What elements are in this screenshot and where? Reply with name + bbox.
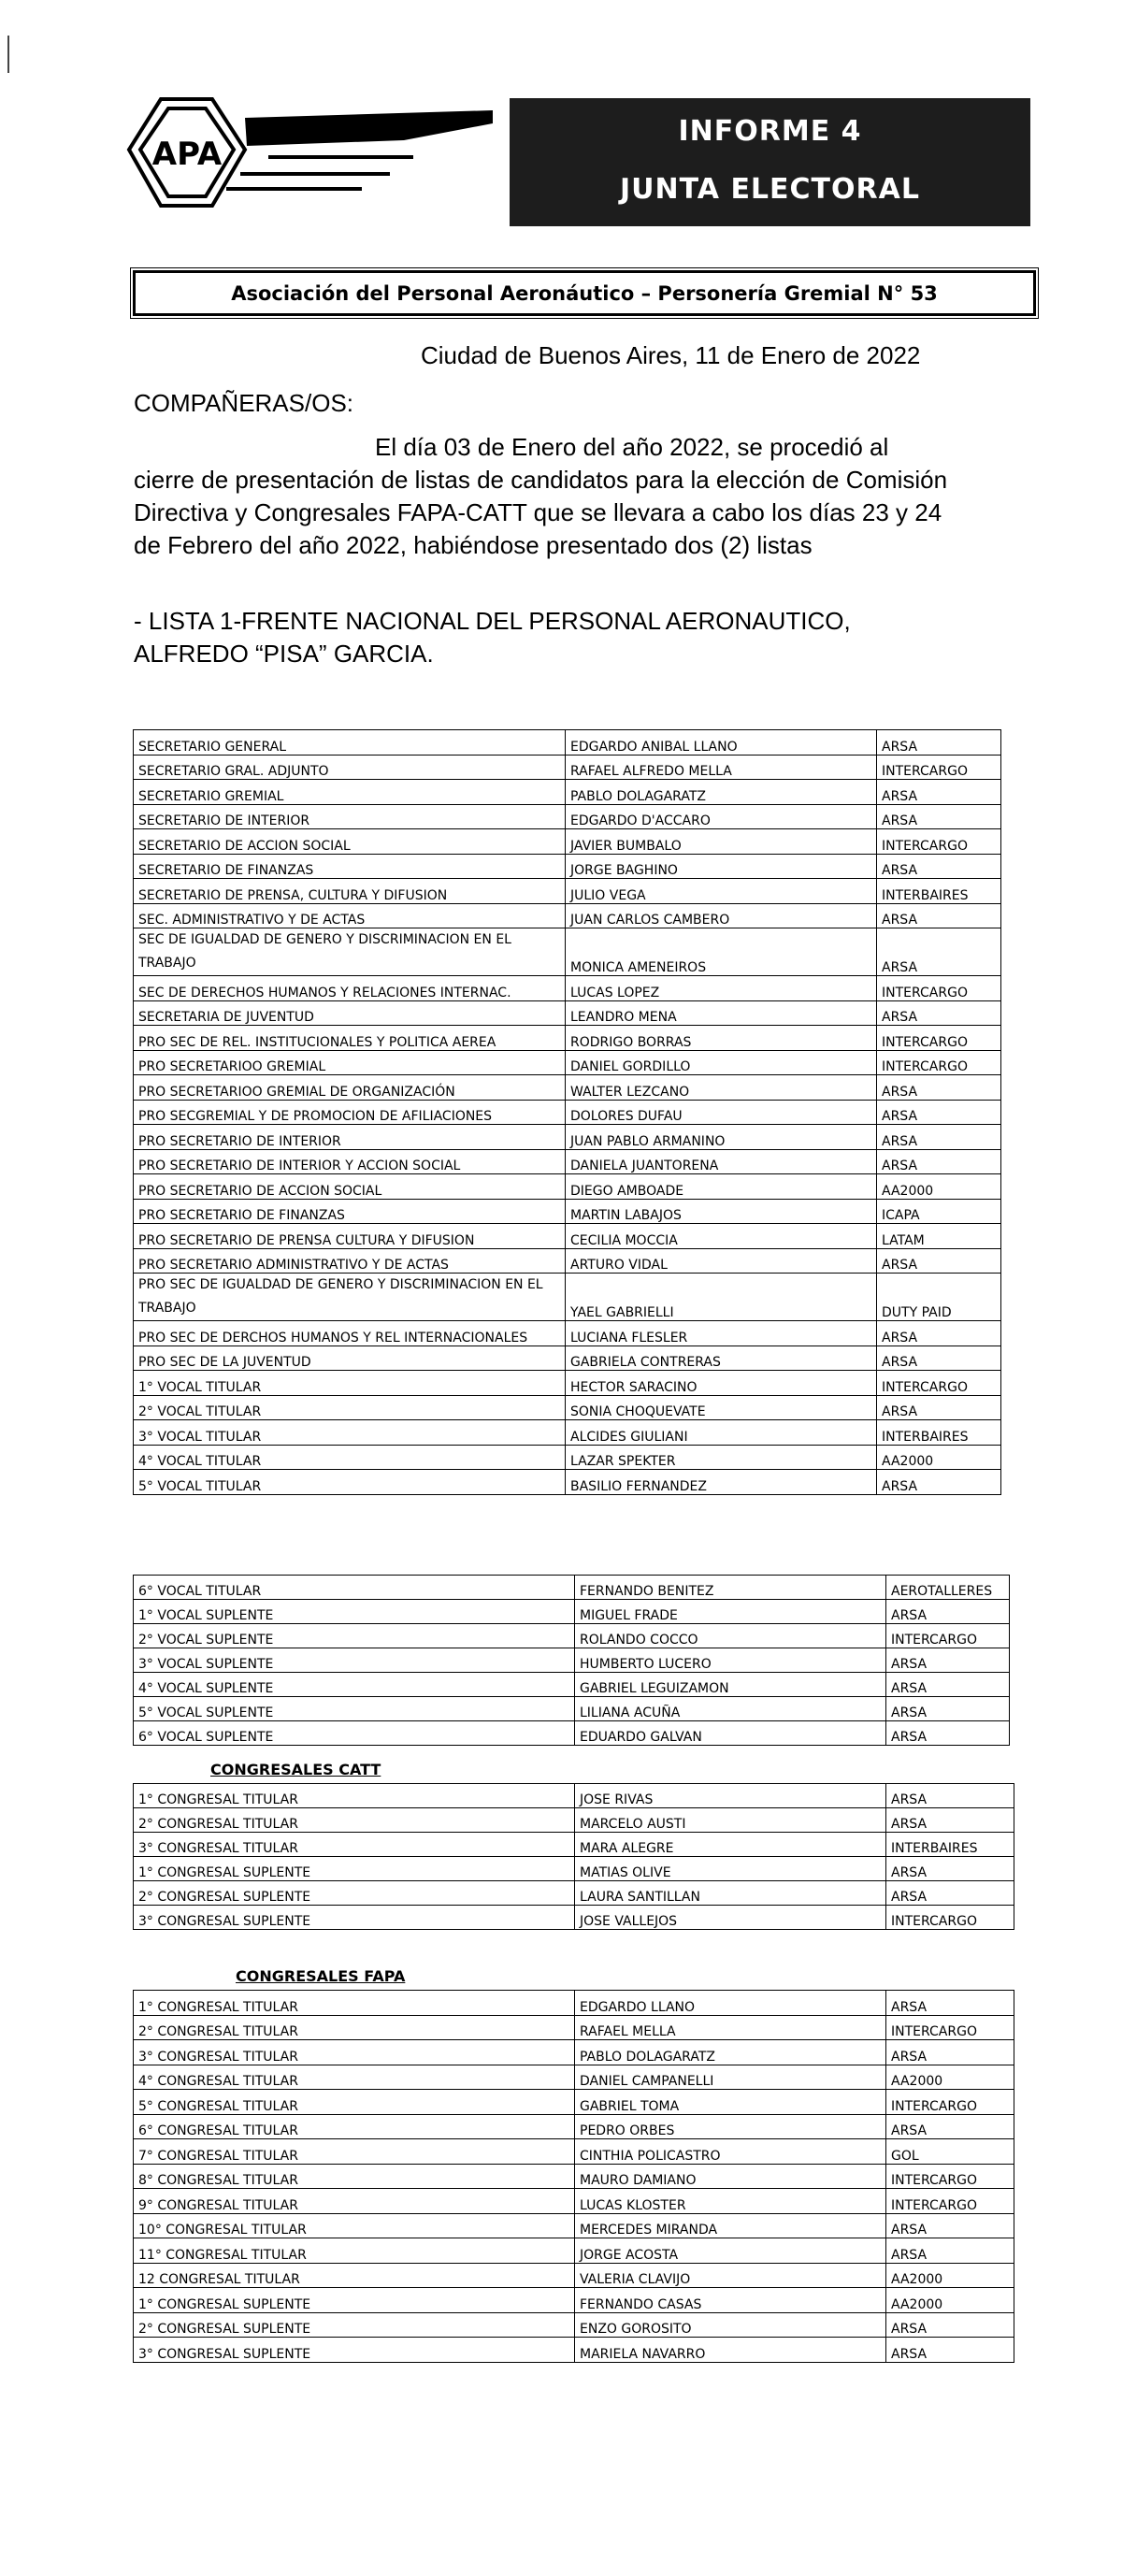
lista-title-line1: - LISTA 1-FRENTE NACIONAL DEL PERSONAL AERONAUTICO, <box>134 607 851 635</box>
cargo-cell: 5° CONGRESAL TITULAR <box>134 2090 575 2115</box>
table-row <box>134 879 1001 904</box>
table-row <box>134 2312 1014 2338</box>
empresa-cell: ARSA <box>886 1808 1014 1833</box>
empresa-cell: ARSA <box>886 1648 1010 1673</box>
empresa-cell: INTERCARGO <box>877 1050 1001 1075</box>
empresa-cell: ARSA <box>886 1881 1014 1906</box>
cargo-cell: 1° CONGRESAL SUPLENTE <box>134 1857 575 1881</box>
table-row <box>134 2338 1014 2363</box>
empresa-cell: ARSA <box>886 2114 1014 2139</box>
nombre-cell: MERCEDES MIRANDA <box>575 2213 886 2238</box>
empresa-cell: ARSA <box>877 1248 1001 1274</box>
empresa-cell: DUTY PAID <box>877 1274 1001 1321</box>
empresa-cell: ARSA <box>877 804 1001 829</box>
table-row <box>134 928 1001 976</box>
table-row <box>134 1721 1010 1746</box>
empresa-cell: INTERBAIRES <box>877 1420 1001 1446</box>
empresa-cell: ARSA <box>877 1321 1001 1346</box>
table-row <box>134 1470 1001 1495</box>
nombre-cell: YAEL GABRIELLI <box>566 1274 877 1321</box>
nombre-cell: MARTIN LABAJOS <box>566 1199 877 1224</box>
cargo-cell: 6° VOCAL TITULAR <box>134 1576 575 1600</box>
lista-title-line2: ALFREDO “PISA” GARCIA. <box>134 640 434 668</box>
table-row <box>134 854 1001 879</box>
cargo-cell: 3° CONGRESAL SUPLENTE <box>134 2338 575 2363</box>
empresa-cell: ARSA <box>886 1857 1014 1881</box>
cargo-cell: 5° VOCAL SUPLENTE <box>134 1697 575 1721</box>
apa-logo <box>123 92 497 213</box>
nombre-cell: JOSE RIVAS <box>575 1784 886 1808</box>
nombre-cell: VALERIA CLAVIJO <box>575 2263 886 2288</box>
nombre-cell: ROLANDO COCCO <box>575 1624 886 1648</box>
nombre-cell: GABRIELA CONTRERAS <box>566 1346 877 1371</box>
nombre-cell: FERNANDO CASAS <box>575 2288 886 2313</box>
cargo-cell: PRO SECRETARIOO GREMIAL <box>134 1050 566 1075</box>
nombre-cell: MAURO DAMIANO <box>575 2164 886 2189</box>
nombre-cell: EDGARDO LLANO <box>575 1991 886 2016</box>
cargo-cell: SEC. ADMINISTRATIVO Y DE ACTAS <box>134 903 566 928</box>
cargo-cell: 7° CONGRESAL TITULAR <box>134 2139 575 2165</box>
empresa-cell: AA2000 <box>886 2263 1014 2288</box>
cargo-cell: SECRETARIO GENERAL <box>134 730 566 756</box>
cargo-cell: 12 CONGRESAL TITULAR <box>134 2263 575 2288</box>
nombre-cell: JOSE VALLEJOS <box>575 1906 886 1930</box>
table-row <box>134 1991 1014 2016</box>
cargo-cell: 3° CONGRESAL SUPLENTE <box>134 1906 575 1930</box>
table-row <box>134 1274 1001 1321</box>
cargo-cell: 6° CONGRESAL TITULAR <box>134 2114 575 2139</box>
nombre-cell: ARTURO VIDAL <box>566 1248 877 1274</box>
intro-rest: cierre de presentación de listas de candidatos para la elección de Comisión Directiva y Congresales FAPA-CATT que se llevara a cabo los días 23 y 24 de Febrero del año 2022, habiéndose presentado dos (2) listas <box>134 466 948 559</box>
table-row <box>134 1881 1014 1906</box>
cargo-cell: 1° CONGRESAL TITULAR <box>134 1991 575 2016</box>
cargo-cell: SECRETARIO DE PRENSA, CULTURA Y DIFUSION <box>134 879 566 904</box>
cargo-cell: 2° VOCAL TITULAR <box>134 1395 566 1420</box>
cargo-cell: SECRETARIO DE FINANZAS <box>134 854 566 879</box>
nombre-cell: PEDRO ORBES <box>575 2114 886 2139</box>
scan-mark <box>7 36 9 73</box>
cargo-cell: PRO SEC DE REL. INSTITUCIONALES Y POLITICA AEREA <box>134 1026 566 1051</box>
table-row <box>134 1857 1014 1881</box>
table-row <box>134 1050 1001 1075</box>
nombre-cell: ALCIDES GIULIANI <box>566 1420 877 1446</box>
table-row <box>134 2065 1014 2090</box>
table-row <box>134 2288 1014 2313</box>
intro-paragraph <box>134 431 957 562</box>
nombre-cell: DIEGO AMBOADE <box>566 1174 877 1200</box>
nombre-cell: DANIEL CAMPANELLI <box>575 2065 886 2090</box>
cargo-cell: 4° CONGRESAL TITULAR <box>134 2065 575 2090</box>
empresa-cell: ARSA <box>886 1697 1010 1721</box>
table-row <box>134 2139 1014 2165</box>
report-title-box <box>510 98 1030 226</box>
nombre-cell: FERNANDO BENITEZ <box>575 1576 886 1600</box>
empresa-cell: ARSA <box>877 928 1001 976</box>
empresa-cell: ICAPA <box>877 1199 1001 1224</box>
cargo-cell: PRO SECRETARIOO GREMIAL DE ORGANIZACIÓN <box>134 1075 566 1101</box>
cargo-cell: PRO SECRETARIO DE INTERIOR <box>134 1125 566 1150</box>
nombre-cell: LUCIANA FLESLER <box>566 1321 877 1346</box>
empresa-cell: INTERCARGO <box>877 755 1001 780</box>
table-row <box>134 1174 1001 1200</box>
empresa-cell: ARSA <box>877 854 1001 879</box>
empresa-cell: INTERCARGO <box>886 2189 1014 2214</box>
table-row <box>134 1026 1001 1051</box>
cargo-cell: 1° CONGRESAL TITULAR <box>134 1784 575 1808</box>
nombre-cell: LEANDRO MENA <box>566 1000 877 1026</box>
table-row <box>134 1100 1001 1125</box>
nombre-cell: JULIO VEGA <box>566 879 877 904</box>
comision-directiva-table <box>133 729 1001 1495</box>
empresa-cell: ARSA <box>886 1673 1010 1697</box>
cargo-cell: PRO SEC DE DERCHOS HUMANOS Y REL INTERNACIONALES <box>134 1321 566 1346</box>
greeting: COMPAÑERAS/OS: <box>134 389 354 417</box>
nombre-cell: RAFAEL MELLA <box>575 2015 886 2040</box>
table-row <box>134 1784 1014 1808</box>
nombre-cell: JORGE ACOSTA <box>575 2238 886 2264</box>
cargo-cell: SECRETARIA DE JUVENTUD <box>134 1000 566 1026</box>
empresa-cell: INTERBAIRES <box>877 879 1001 904</box>
cargo-cell: 2° CONGRESAL TITULAR <box>134 1808 575 1833</box>
empresa-cell: INTERCARGO <box>886 2015 1014 2040</box>
empresa-cell: ARSA <box>877 1100 1001 1125</box>
nombre-cell: JUAN CARLOS CAMBERO <box>566 903 877 928</box>
empresa-cell: GOL <box>886 2139 1014 2165</box>
cargo-cell: 10° CONGRESAL TITULAR <box>134 2213 575 2238</box>
table-row <box>134 804 1001 829</box>
cargo-cell: 3° VOCAL SUPLENTE <box>134 1648 575 1673</box>
table-row <box>134 1445 1001 1470</box>
nombre-cell: JUAN PABLO ARMANINO <box>566 1125 877 1150</box>
cargo-cell: 4° VOCAL TITULAR <box>134 1445 566 1470</box>
nombre-cell: RODRIGO BORRAS <box>566 1026 877 1051</box>
cargo-cell: PRO SECGREMIAL Y DE PROMOCION DE AFILIACIONES <box>134 1100 566 1125</box>
table-row <box>134 1321 1001 1346</box>
table-row <box>134 1648 1010 1673</box>
empresa-cell: ARSA <box>877 730 1001 756</box>
table-row <box>134 1199 1001 1224</box>
nombre-cell: HECTOR SARACINO <box>566 1371 877 1396</box>
nombre-cell: LUCAS KLOSTER <box>575 2189 886 2214</box>
letter-date: Ciudad de Buenos Aires, 11 de Enero de 2022 <box>421 341 921 369</box>
table-row <box>134 1346 1001 1371</box>
nombre-cell: JORGE BAGHINO <box>566 854 877 879</box>
nombre-cell: DOLORES DUFAU <box>566 1100 877 1125</box>
nombre-cell: MONICA AMENEIROS <box>566 928 877 976</box>
empresa-cell: ARSA <box>877 1346 1001 1371</box>
table-row <box>134 780 1001 805</box>
cargo-cell: 4° VOCAL SUPLENTE <box>134 1673 575 1697</box>
cargo-cell: 2° CONGRESAL SUPLENTE <box>134 2312 575 2338</box>
cargo-cell: 3° CONGRESAL TITULAR <box>134 1833 575 1857</box>
cargo-cell: PRO SEC DE IGUALDAD DE GENERO Y DISCRIMINACION EN EL TRABAJO <box>134 1274 566 1321</box>
fapa-heading: CONGRESALES FAPA <box>236 1967 406 1985</box>
empresa-cell: ARSA <box>877 1125 1001 1150</box>
cargo-cell: 11° CONGRESAL TITULAR <box>134 2238 575 2264</box>
nombre-cell: BASILIO FERNANDEZ <box>566 1470 877 1495</box>
nombre-cell: MATIAS OLIVE <box>575 1857 886 1881</box>
empresa-cell: ARSA <box>886 2213 1014 2238</box>
nombre-cell: LAURA SANTILLAN <box>575 1881 886 1906</box>
table-row <box>134 730 1001 756</box>
table-row <box>134 1371 1001 1396</box>
empresa-cell: ARSA <box>877 780 1001 805</box>
nombre-cell: RAFAEL ALFREDO MELLA <box>566 755 877 780</box>
cargo-cell: SEC DE IGUALDAD DE GENERO Y DISCRIMINACION EN EL TRABAJO <box>134 928 566 976</box>
empresa-cell: ARSA <box>886 2338 1014 2363</box>
empresa-cell: ARSA <box>877 1000 1001 1026</box>
junta-title: JUNTA ELECTORAL <box>620 173 920 206</box>
empresa-cell: ARSA <box>886 1600 1010 1624</box>
cargo-cell: SECRETARIO DE INTERIOR <box>134 804 566 829</box>
empresa-cell: INTERBAIRES <box>886 1833 1014 1857</box>
table-row <box>134 1000 1001 1026</box>
table-row <box>134 1697 1010 1721</box>
cargo-cell: SECRETARIO DE ACCION SOCIAL <box>134 829 566 855</box>
nombre-cell: CINTHIA POLICASTRO <box>575 2139 886 2165</box>
table-row <box>134 1125 1001 1150</box>
nombre-cell: PABLO DOLAGARATZ <box>575 2040 886 2065</box>
empresa-cell: INTERCARGO <box>886 2090 1014 2115</box>
table-row <box>134 1224 1001 1249</box>
nombre-cell: LUCAS LOPEZ <box>566 976 877 1001</box>
cargo-cell: SEC DE DERECHOS HUMANOS Y RELACIONES INTERNAC. <box>134 976 566 1001</box>
table-row <box>134 829 1001 855</box>
nombre-cell: WALTER LEZCANO <box>566 1075 877 1101</box>
association-banner: Asociación del Personal Aeronáutico – Personería Gremial N° 53 <box>133 270 1036 316</box>
empresa-cell: AEROTALLERES <box>886 1576 1010 1600</box>
nombre-cell: DANIELA JUANTORENA <box>566 1149 877 1174</box>
empresa-cell: AA2000 <box>886 2065 1014 2090</box>
cargo-cell: 9° CONGRESAL TITULAR <box>134 2189 575 2214</box>
empresa-cell: ARSA <box>877 1395 1001 1420</box>
empresa-cell: AA2000 <box>886 2288 1014 2313</box>
table-row <box>134 903 1001 928</box>
empresa-cell: ARSA <box>877 903 1001 928</box>
cargo-cell: 3° CONGRESAL TITULAR <box>134 2040 575 2065</box>
cargo-cell: PRO SECRETARIO DE INTERIOR Y ACCION SOCIAL <box>134 1149 566 1174</box>
empresa-cell: ARSA <box>886 2312 1014 2338</box>
cargo-cell: PRO SECRETARIO DE FINANZAS <box>134 1199 566 1224</box>
nombre-cell: EDGARDO D'ACCARO <box>566 804 877 829</box>
empresa-cell: ARSA <box>886 1991 1014 2016</box>
table-row <box>134 1248 1001 1274</box>
cargo-cell: SECRETARIO GREMIAL <box>134 780 566 805</box>
table-row <box>134 976 1001 1001</box>
nombre-cell: GABRIEL TOMA <box>575 2090 886 2115</box>
table-row <box>134 1576 1010 1600</box>
congresales-catt-table <box>133 1783 1014 1930</box>
cargo-cell: PRO SECRETARIO DE ACCION SOCIAL <box>134 1174 566 1200</box>
congresales-fapa-table <box>133 1990 1014 2363</box>
empresa-cell: AA2000 <box>877 1174 1001 1200</box>
cargo-cell: 5° VOCAL TITULAR <box>134 1470 566 1495</box>
table-row <box>134 2189 1014 2214</box>
nombre-cell: MARCELO AUSTI <box>575 1808 886 1833</box>
empresa-cell: INTERCARGO <box>886 2164 1014 2189</box>
catt-heading: CONGRESALES CATT <box>210 1761 381 1778</box>
cargo-cell: 8° CONGRESAL TITULAR <box>134 2164 575 2189</box>
nombre-cell: DANIEL GORDILLO <box>566 1050 877 1075</box>
table-row <box>134 1149 1001 1174</box>
table-row <box>134 2164 1014 2189</box>
empresa-cell: ARSA <box>886 1784 1014 1808</box>
cargo-cell: 1° VOCAL TITULAR <box>134 1371 566 1396</box>
empresa-cell: ARSA <box>886 2238 1014 2264</box>
table-row <box>134 1624 1010 1648</box>
empresa-cell: INTERCARGO <box>877 829 1001 855</box>
nombre-cell: MARA ALEGRE <box>575 1833 886 1857</box>
empresa-cell: INTERCARGO <box>886 1624 1010 1648</box>
table-row <box>134 1600 1010 1624</box>
lista-title <box>134 605 975 670</box>
cargo-cell: PRO SECRETARIO ADMINISTRATIVO Y DE ACTAS <box>134 1248 566 1274</box>
table-row <box>134 1833 1014 1857</box>
nombre-cell: MARIELA NAVARRO <box>575 2338 886 2363</box>
nombre-cell: CECILIA MOCCIA <box>566 1224 877 1249</box>
empresa-cell: ARSA <box>877 1149 1001 1174</box>
informe-title: INFORME 4 <box>678 115 862 148</box>
table-row <box>134 1395 1001 1420</box>
table-row <box>134 1075 1001 1101</box>
empresa-cell: LATAM <box>877 1224 1001 1249</box>
table-row <box>134 2040 1014 2065</box>
table-row <box>134 2090 1014 2115</box>
nombre-cell: JAVIER BUMBALO <box>566 829 877 855</box>
vocales-table <box>133 1575 1010 1746</box>
table-row <box>134 2238 1014 2264</box>
cargo-cell: 2° VOCAL SUPLENTE <box>134 1624 575 1648</box>
table-row <box>134 1673 1010 1697</box>
empresa-cell: INTERCARGO <box>877 1026 1001 1051</box>
cargo-cell: 6° VOCAL SUPLENTE <box>134 1721 575 1746</box>
empresa-cell: AA2000 <box>877 1445 1001 1470</box>
cargo-cell: 2° CONGRESAL SUPLENTE <box>134 1881 575 1906</box>
empresa-cell: ARSA <box>877 1470 1001 1495</box>
nombre-cell: SONIA CHOQUEVATE <box>566 1395 877 1420</box>
nombre-cell: ENZO GOROSITO <box>575 2312 886 2338</box>
table-row <box>134 1906 1014 1930</box>
nombre-cell: MIGUEL FRADE <box>575 1600 886 1624</box>
table-row <box>134 755 1001 780</box>
cargo-cell: 1° CONGRESAL SUPLENTE <box>134 2288 575 2313</box>
nombre-cell: HUMBERTO LUCERO <box>575 1648 886 1673</box>
nombre-cell: LILIANA ACUÑA <box>575 1697 886 1721</box>
table-row <box>134 1808 1014 1833</box>
logo-text: APA <box>151 136 223 173</box>
cargo-cell: 1° VOCAL SUPLENTE <box>134 1600 575 1624</box>
cargo-cell: PRO SEC DE LA JUVENTUD <box>134 1346 566 1371</box>
empresa-cell: INTERCARGO <box>886 1906 1014 1930</box>
table-row <box>134 2015 1014 2040</box>
empresa-cell: ARSA <box>877 1075 1001 1101</box>
table-row <box>134 2263 1014 2288</box>
table-row <box>134 2213 1014 2238</box>
empresa-cell: ARSA <box>886 1721 1010 1746</box>
cargo-cell: 3° VOCAL TITULAR <box>134 1420 566 1446</box>
intro-first-line: El día 03 de Enero del año 2022, se procedió al <box>375 433 889 461</box>
nombre-cell: EDGARDO ANIBAL LLANO <box>566 730 877 756</box>
cargo-cell: 2° CONGRESAL TITULAR <box>134 2015 575 2040</box>
cargo-cell: PRO SECRETARIO DE PRENSA CULTURA Y DIFUSION <box>134 1224 566 1249</box>
cargo-cell: SECRETARIO GRAL. ADJUNTO <box>134 755 566 780</box>
nombre-cell: PABLO DOLAGARATZ <box>566 780 877 805</box>
empresa-cell: ARSA <box>886 2040 1014 2065</box>
nombre-cell: EDUARDO GALVAN <box>575 1721 886 1746</box>
empresa-cell: INTERCARGO <box>877 1371 1001 1396</box>
nombre-cell: LAZAR SPEKTER <box>566 1445 877 1470</box>
table-row <box>134 1420 1001 1446</box>
table-row <box>134 2114 1014 2139</box>
nombre-cell: GABRIEL LEGUIZAMON <box>575 1673 886 1697</box>
empresa-cell: INTERCARGO <box>877 976 1001 1001</box>
